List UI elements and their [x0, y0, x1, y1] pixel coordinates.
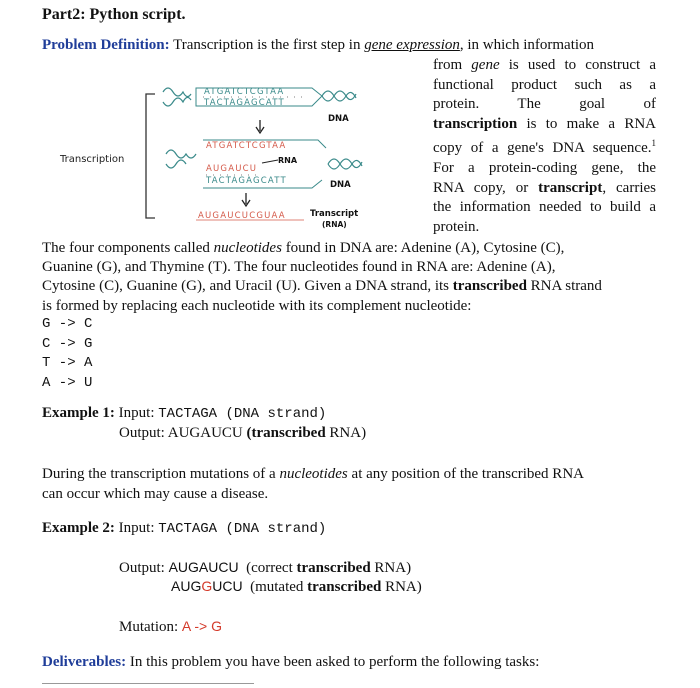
example1-label: Example 1: — [42, 405, 115, 421]
mutation-paragraph-line: During the transcription mutations of a nucleotides at any position of the transcribed RNA — [42, 466, 584, 482]
side-text-line: from gene is used to construct a — [433, 57, 656, 73]
example1-input-code: TACTAGA (DNA strand) — [158, 406, 327, 422]
side-text-line: protein. The goal of — [433, 96, 656, 113]
mutation-value: A -> G — [181, 618, 222, 634]
side-text-line: protein. — [433, 218, 480, 235]
example2-label: Example 2: — [42, 520, 115, 536]
problem-intro: Problem Definition: Transcription is the first step in gene expression, in which information — [42, 37, 595, 53]
bottom-divider — [42, 683, 254, 684]
side-text-line: copy of a gene's DNA sequence.$^1$ — [433, 138, 656, 157]
gene-expression-link: gene expression — [364, 37, 460, 53]
strand-final: AUGAUCUCGUAA — [198, 211, 286, 221]
paragraph-line: is formed by replacing each nucleotide with its complement nucleotide: — [42, 297, 472, 314]
mutation-paragraph — [42, 465, 656, 504]
mapping-rule: C -> G — [42, 335, 93, 352]
side-text-line: RNA copy, or transcript, carries — [433, 179, 656, 196]
deliverables-label: Deliverables: — [42, 654, 127, 670]
example1-output-value: AUGAUCU — [167, 425, 247, 441]
paragraph-line: The four components called nucleotides found in DNA are: Adenine (A), Cytosine (C), — [42, 240, 565, 256]
example2-output-mutated: AUGGUCU (mutated transcribed RNA) — [171, 578, 422, 595]
mutated-nucleotide: G — [201, 578, 213, 594]
mapping-rule: G -> C — [42, 316, 93, 332]
dna-label-1: DNA — [328, 114, 349, 124]
problem-side-text — [433, 56, 656, 237]
paragraph-line: Cytosine (C), Guanine (G), and Uracil (U). Given a DNA strand, its transcribed RNA strand — [42, 278, 602, 295]
example2-output-correct: Output: AUGAUCU (correct transcribed RNA) — [119, 559, 412, 576]
example2-input: Example 2: Input: TACTAGA (DNA strand) — [42, 520, 327, 537]
problem-label: Problem Definition: — [42, 37, 170, 53]
deliverables-line: Deliverables: In this problem you have been asked to perform the following tasks: — [42, 654, 540, 670]
page-title: Part2: Python script. — [42, 6, 186, 23]
nucleotide-mapping — [42, 315, 92, 393]
strand-top-b: TACTAGAGCATT — [204, 98, 285, 108]
example1-input: Example 1: Input: TACTAGA (DNA strand) — [42, 405, 327, 422]
mutated-rna-value: AUGGUCU — [171, 578, 243, 594]
side-text-line: functional product such as a — [433, 76, 656, 93]
strand-rna: AUGAUCU — [206, 164, 258, 174]
transcription-diagram — [60, 80, 390, 230]
side-text-line: transcription is to make a RNA — [433, 115, 656, 132]
correct-rna-value: AUGAUCU — [168, 559, 239, 575]
side-text-line: the information needed to build a — [433, 199, 656, 216]
transcript-label: Transcript — [310, 209, 359, 219]
mutation-line: Mutation: A -> G — [119, 618, 222, 635]
example2-input-code: TACTAGA (DNA strand) — [158, 521, 327, 537]
strand-mid-a: ATGATCTCGTAA — [206, 141, 287, 151]
dna-label-2: DNA — [330, 180, 351, 190]
paragraph-line: Guanine (G), and Thymine (T). The four nucleotides found in RNA are: Adenine (A), — [42, 259, 556, 276]
transcription-label: Transcription — [60, 154, 125, 165]
mutation-paragraph-line: can occur which may cause a disease. — [42, 485, 269, 502]
strand-mid-b: TACTAGAGCATT — [206, 176, 287, 186]
side-text-line: For a protein-coding gene, the — [433, 159, 656, 176]
strand-top-a: ATGATCTCGTAA — [204, 87, 285, 97]
nucleotides-paragraph — [42, 239, 656, 316]
mapping-rule: A -> U — [42, 374, 93, 391]
rna-label: RNA — [278, 156, 298, 165]
rna-paren-label: (RNA) — [322, 220, 347, 229]
mapping-rule: T -> A — [42, 355, 93, 371]
example1-output: Output: AUGAUCU (transcribed RNA) — [119, 425, 367, 441]
